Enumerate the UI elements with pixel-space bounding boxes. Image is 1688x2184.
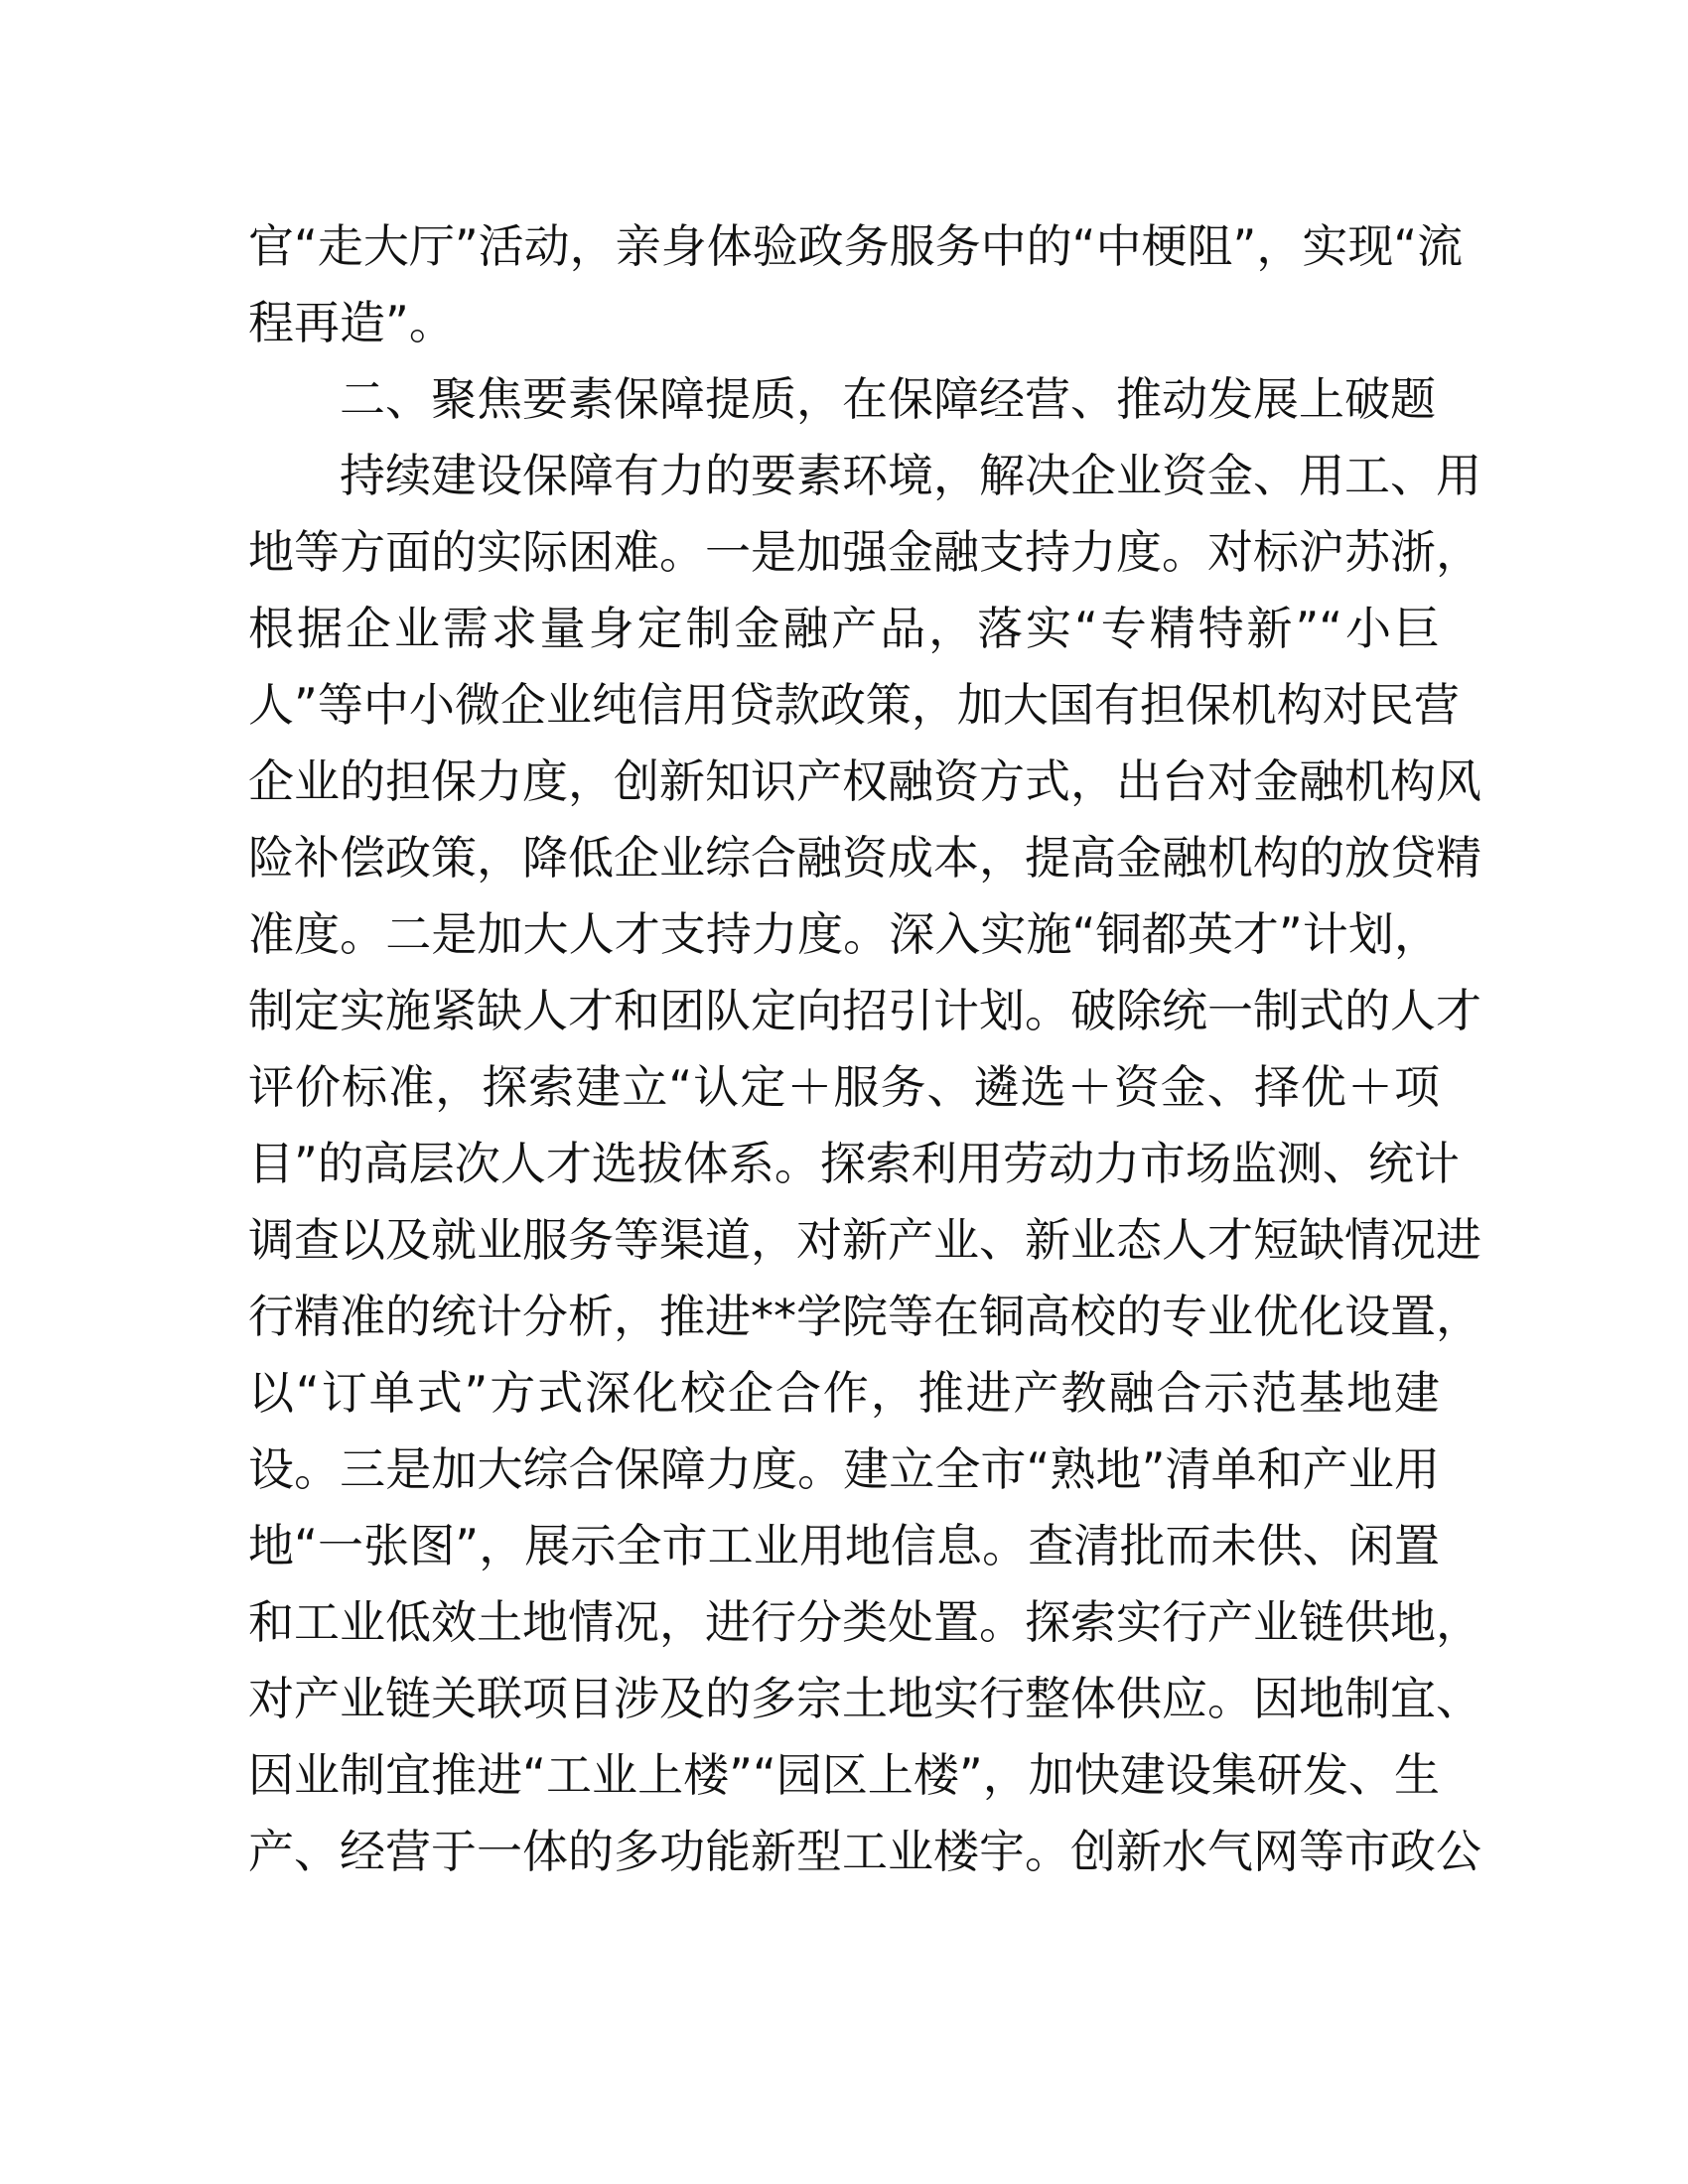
text-line: 制定实施紧缺人才和团队定向招引计划。破除统一制式的人才 xyxy=(248,984,1481,1037)
section-heading xyxy=(248,361,1440,438)
text-line: 因业制宜推进“工业上楼”“园区上楼”，加快建设集研发、生 xyxy=(248,1748,1440,1802)
text-line: 目”的高层次人才选拔体系。探索利用劳动力市场监测、统计 xyxy=(248,1137,1460,1190)
text-line: 官“走大厅”活动，亲身体验政务服务中的“中梗阻”，实现“流 xyxy=(248,219,1464,273)
document-body xyxy=(248,208,1481,1890)
text-line: 险补偿政策，降低企业综合融资成本，提高金融机构的放贷精 xyxy=(248,831,1481,885)
paragraph-2 xyxy=(248,438,1481,1890)
text-line: 设。三是加大综合保障力度。建立全市“熟地”清单和产业用 xyxy=(248,1442,1440,1496)
text-line: 企业的担保力度，创新知识产权融资方式，出台对金融机构风 xyxy=(248,754,1481,808)
text-line: 调查以及就业服务等渠道，对新产业、新业态人才短缺情况进 xyxy=(248,1213,1481,1267)
text-line: 对产业链关联项目涉及的多宗土地实行整体供应。因地制宜、 xyxy=(248,1672,1481,1725)
paragraph-1 xyxy=(248,208,1464,361)
text-line: 地等方面的实际困难。一是加强金融支持力度。对标沪苏浙， xyxy=(248,525,1481,579)
text-line: 地“一张图”，展示全市工业用地信息。查清批而未供、闲置 xyxy=(248,1519,1440,1572)
text-line: 以“订单式”方式深化校企合作，推进产教融合示范基地建 xyxy=(248,1366,1440,1420)
text-line: 程再造”。 xyxy=(248,296,455,349)
text-line: 评价标准，探索建立“认定＋服务、遴选＋资金、择优＋项 xyxy=(248,1060,1440,1114)
text-line: 人”等中小微企业纯信用贷款政策，加大国有担保机构对民营 xyxy=(248,678,1460,732)
text-line: 持续建设保障有力的要素环境，解决企业资金、用工、用 xyxy=(340,449,1481,502)
section-heading-text: 二、聚焦要素保障提质，在保障经营、推动发展上破题 xyxy=(340,372,1436,426)
text-line: 准度。二是加大人才支持力度。深入实施“铜都英才”计划， xyxy=(248,907,1440,961)
text-line: 和工业低效土地情况，进行分类处置。探索实行产业链供地， xyxy=(248,1595,1481,1649)
text-line: 产、经营于一体的多功能新型工业楼宇。创新水气网等市政公 xyxy=(248,1825,1481,1878)
text-line: 行精准的统计分析，推进**学院等在铜高校的专业优化设置， xyxy=(248,1290,1481,1343)
text-line: 根据企业需求量身定制金融产品，落实“专精特新”“小巨 xyxy=(248,602,1440,655)
